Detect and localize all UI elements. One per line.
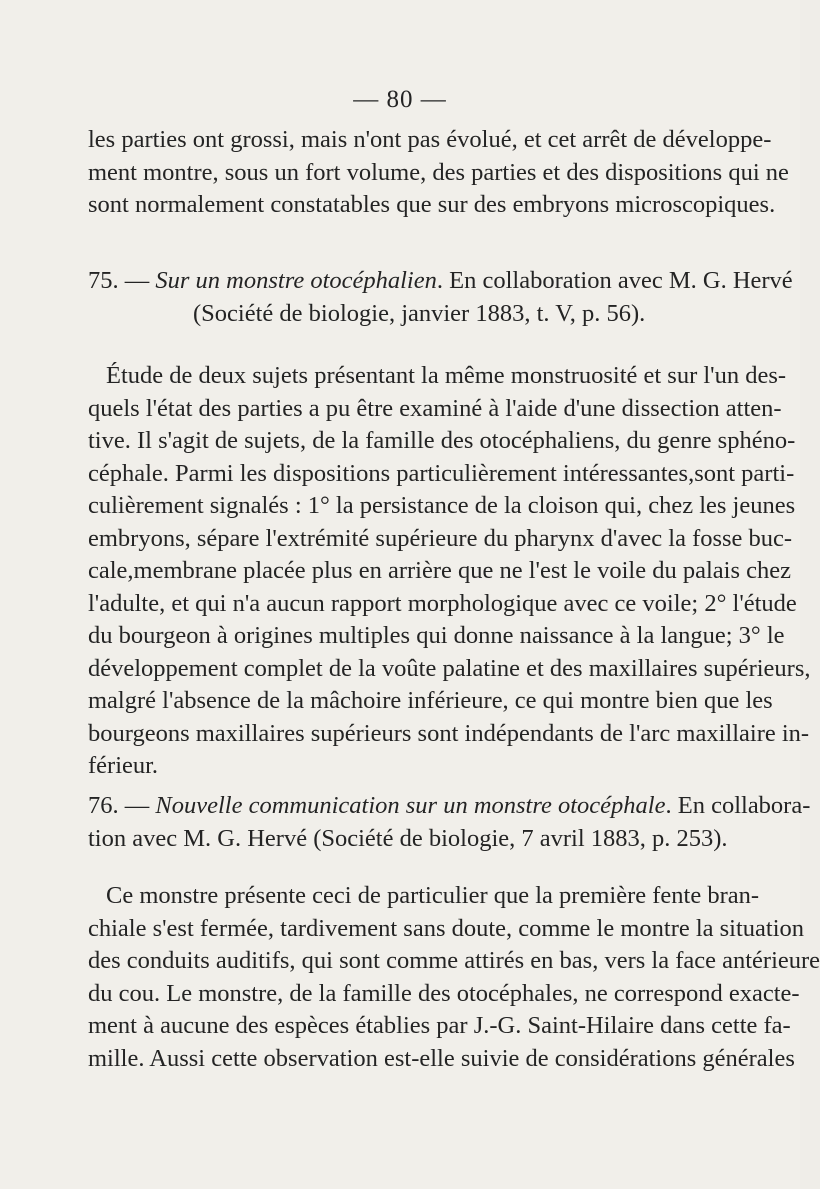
entry-75-heading-line (88, 265, 793, 298)
text-line: bourgeons maxillaires supérieurs sont indépendants de l'arc maxillaire in- (88, 719, 810, 747)
text-line: quels l'état des parties a pu être examiné à l'aide d'une dissection atten- (88, 394, 782, 422)
entry-76-body (88, 880, 820, 1075)
text-line: ment à aucune des espèces établies par J.-G. Saint-Hilaire dans cette fa- (88, 1012, 791, 1039)
text-line: sont normalement constatables que sur des embryons microscopiques. (88, 191, 776, 218)
text-line: malgré l'absence de la mâchoire inférieure, ce qui montre bien que les (88, 687, 773, 714)
text-line: Étude de deux sujets présentant la même monstruosité et sur l'un des- (106, 362, 787, 389)
text-line: des conduits auditifs, qui sont comme attirés en bas, vers la face antérieure (88, 947, 820, 974)
entry-76-title-rest: . En collabora- (665, 792, 811, 819)
text-line: culièrement signalés : 1° la persistance de la cloison qui, chez les jeunes (88, 492, 796, 519)
text-line: l'adulte, et qui n'a aucun rapport morphologique avec ce voile; 2° l'étude (88, 589, 797, 617)
entry-76-number: 76. — (88, 792, 156, 819)
entry-75-body (88, 360, 811, 783)
entry-75-title: Sur un monstre otocéphalien (155, 267, 437, 294)
entry-76-heading-line (88, 790, 811, 823)
page-number: — 80 — (353, 86, 447, 113)
text-line: développement complet de la voûte palatine et des maxillaires supérieurs, (88, 654, 811, 682)
text-line: céphale. Parmi les dispositions particulièrement intéressantes,sont parti- (88, 459, 795, 487)
text-line: les parties ont grossi, mais n'ont pas évolué, et cet arrêt de développe- (88, 126, 772, 153)
text-line: ment montre, sous un fort volume, des parties et des dispositions qui ne (88, 158, 789, 186)
text-line: tive. Il s'agit de sujets, de la famille des otocéphaliens, du genre sphéno- (88, 427, 796, 454)
text-line: du cou. Le monstre, de la famille des otocéphales, ne correspond exacte- (88, 979, 800, 1007)
entry-75-citation: (Société de biologie, janvier 1883, t. V, p. 56). (193, 299, 646, 327)
entry-75-number: 75. — (88, 267, 156, 294)
text-line: cale,membrane placée plus en arrière que ne l'est le voile du palais chez (88, 557, 791, 584)
text-line: embryons, sépare l'extrémité supérieure du pharynx d'avec la fosse buc- (88, 524, 793, 552)
entry-76-title: Nouvelle communication sur un monstre otocéphale (155, 792, 666, 819)
entry-76-citation: tion avec M. G. Hervé (Société de biologie, 7 avril 1883, p. 253). (88, 824, 728, 852)
text-line: Ce monstre présente ceci de particulier que la première fente bran- (106, 882, 760, 909)
entry-75-title-rest: . En collaboration avec M. G. Hervé (436, 267, 793, 294)
text-line: du bourgeon à origines multiples qui donne naissance à la langue; 3° le (88, 622, 785, 649)
entry-75-heading (88, 265, 793, 330)
paragraph-continuation (88, 124, 789, 222)
text-line: chiale s'est fermée, tardivement sans doute, comme le montre la situation (88, 914, 805, 942)
text-line: mille. Aussi cette observation est-elle suivie de considérations générales (88, 1044, 795, 1072)
text-line: férieur. (88, 752, 159, 779)
entry-76-heading (88, 790, 811, 855)
